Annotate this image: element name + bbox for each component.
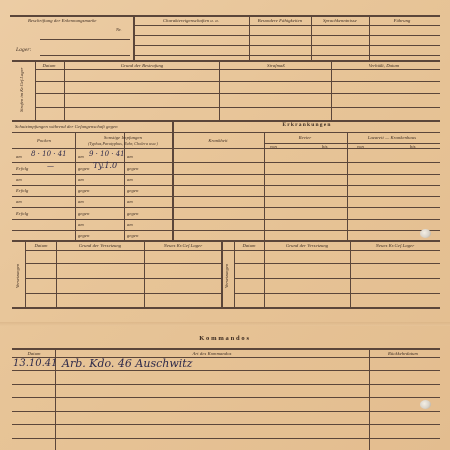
label-vers-lager-1: Neues Kr.Gef.Lager [163, 243, 203, 248]
label-sonst-am-4: am [78, 222, 84, 227]
label-sonst-gegen-4: gegen [78, 233, 90, 238]
label-sonst-am-1: am [78, 154, 84, 159]
label-sonst-gegen-2: gegen [78, 188, 90, 193]
label-erkennungsmarke: Beschriftung der Erkennungsmarke [28, 18, 97, 23]
paper-fold [0, 322, 450, 326]
label-lazarett-von: von [357, 144, 364, 149]
label-sonst2-am-2: am [127, 177, 133, 182]
rule [10, 15, 440, 17]
label-sonst-am-3: am [78, 199, 84, 204]
label-vers-grund-1: Grund der Versetzung [78, 243, 122, 248]
label-pocken-erfolg-3: Erfolg [16, 211, 29, 216]
punch-hole-upper [420, 229, 431, 238]
label-erkrankungen-title: Erkrankungen [282, 122, 332, 128]
label-sonst2-gegen-2: gegen [127, 188, 139, 193]
label-vers-datum-2: Datum [242, 243, 256, 248]
label-sonst-gegen-1: gegen [78, 166, 90, 171]
label-strafen-verbuesst: Verbüßt, Datum [368, 63, 400, 68]
label-krankheit: Krankheit [208, 138, 228, 143]
label-sonstige: Sonstige Impfungen [103, 135, 143, 140]
label-strafen-grund: Grund der Bestrafung [120, 63, 164, 68]
label-kommandos-datum: Datum [27, 351, 41, 356]
label-pocken-am-1: am [16, 154, 22, 159]
label-sprachen: Sprachkenntnisse [323, 18, 357, 23]
label-strafen-strafmass: Strafmaß [267, 63, 285, 68]
label-sonst2-am-4: am [127, 222, 133, 227]
label-impfungen-title: Schutzimpfungen während der Gefangenschaft gegen [15, 124, 118, 129]
handwritten-kommando-date: 13.10.41 [13, 358, 58, 369]
label-sonst2-gegen-3: gegen [127, 211, 139, 216]
label-sonst-am-2: am [78, 177, 84, 182]
label-kommandos-art: Art des Kommandos [192, 351, 232, 356]
label-nr: Nr. [116, 27, 122, 32]
label-lazarett-bis: bis [410, 144, 416, 149]
punch-hole-lower [420, 400, 431, 409]
label-pocken: Pocken [36, 138, 52, 143]
label-pocken-erfolg-2: Erfolg [16, 188, 29, 193]
handwritten-kommando-text: Arb. Kdo. 46 Auschwitz [62, 357, 193, 370]
label-sonst2-gegen-1: gegen [127, 166, 139, 171]
label-faehigkeiten: Besondere Fähigkeiten [257, 18, 303, 23]
label-versetzungen-side-1: Versetzungen [15, 263, 20, 288]
label-pocken-am-2: am [16, 177, 22, 182]
handwritten-sonstige-date: 9 · 10 · 41 [89, 150, 125, 158]
label-lager: Lager: [16, 47, 32, 53]
handwritten-pocken-date: 8 · 10 · 41 [31, 150, 67, 158]
label-revier-bis: bis [322, 144, 328, 149]
label-versetzungen-side-2: Versetzungen [224, 263, 229, 288]
label-vers-lager-2: Neues Kr.Gef.Lager [375, 243, 415, 248]
label-sonst-gegen-3: gegen [78, 211, 90, 216]
handwritten-pocken-erfolg: — [47, 162, 54, 170]
label-vers-grund-2: Grund der Versetzung [285, 243, 329, 248]
label-strafen-side: Strafen im Kr.Gef.Lager [19, 67, 24, 112]
label-sonstige-sub: (Typhus,Paratyphus, Ruhr, Cholera usw.) [88, 141, 158, 146]
label-vers-datum-1: Datum [34, 243, 48, 248]
label-pocken-am-3: am [16, 199, 22, 204]
label-kommandos-rueckkehr: Rückkehrdatum [388, 351, 418, 356]
label-sonst2-gegen-4: gegen [127, 233, 139, 238]
label-fuehrung: Führung [393, 18, 411, 23]
label-strafen-datum: Datum [42, 63, 56, 68]
label-lazarett: Lazarett — Krankenhaus [367, 135, 417, 140]
label-charakter: Charaktereigenschaften u. a. [163, 18, 219, 23]
label-sonst2-am-3: am [127, 199, 133, 204]
label-sonst2-am-1: am [127, 154, 133, 159]
label-revier: Revier [298, 135, 312, 140]
handwritten-sonstige-gegen: Ty.1.0 [93, 161, 118, 170]
label-kommandos-title: Kommandos [199, 335, 251, 342]
label-pocken-erfolg-1: Erfolg [16, 166, 29, 171]
label-revier-von: von [270, 144, 277, 149]
